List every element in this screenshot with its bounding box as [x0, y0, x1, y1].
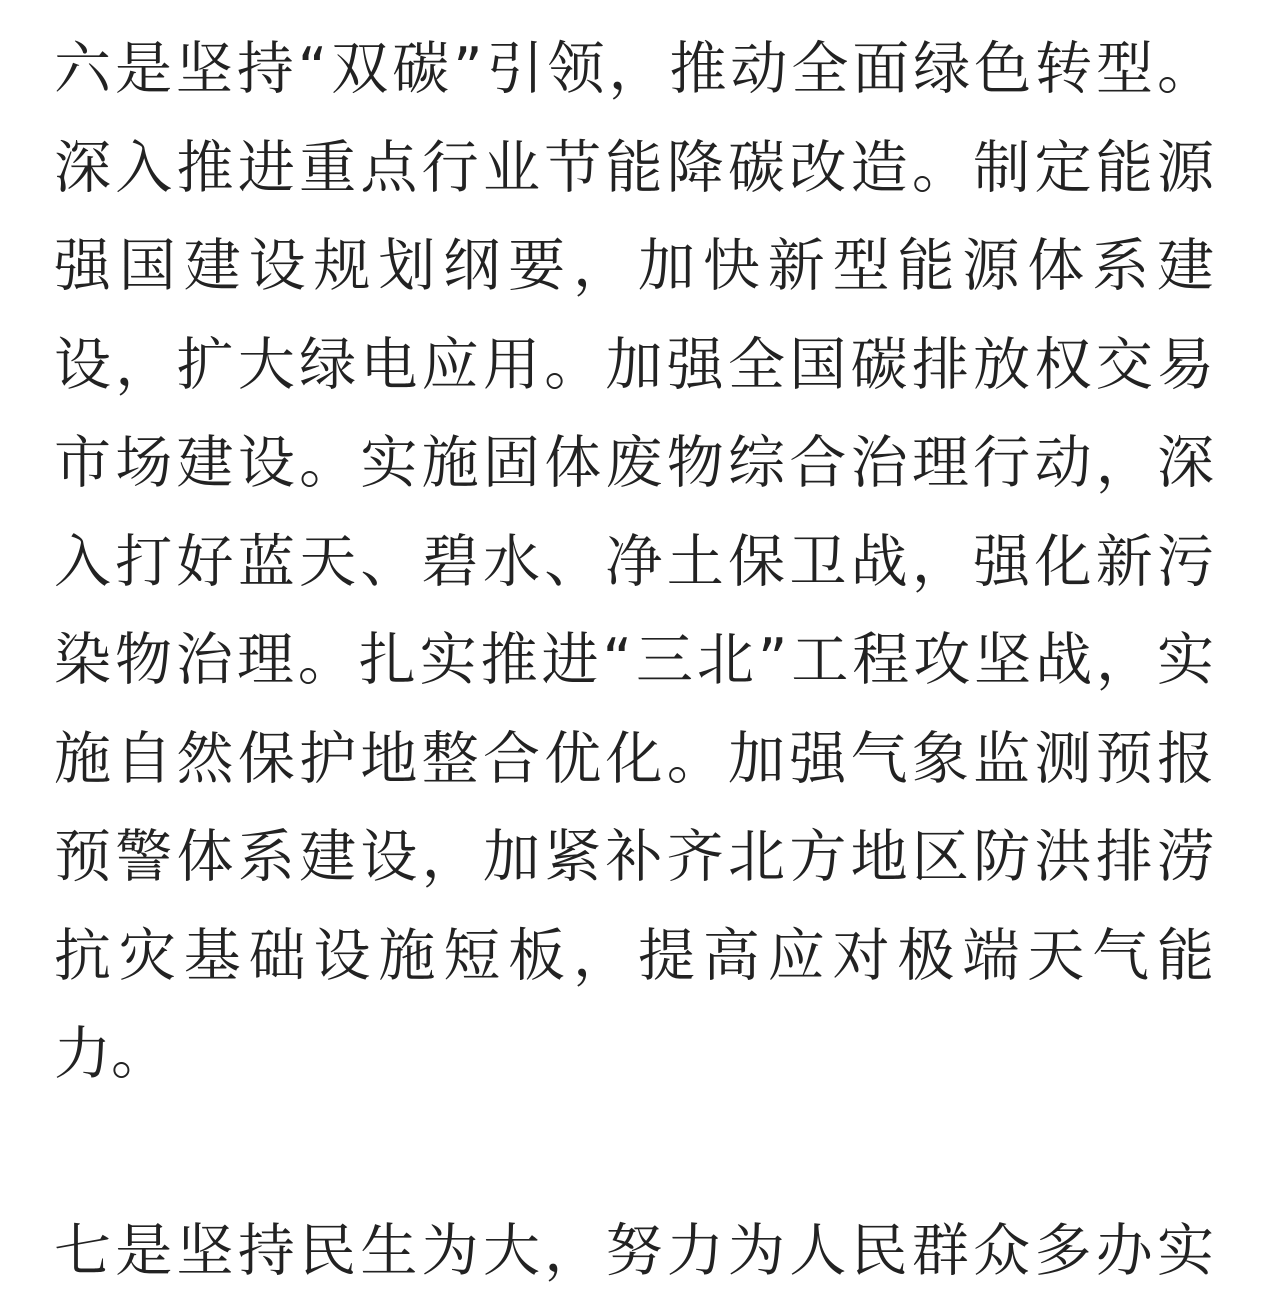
- text-line: 设，扩大绿电应用。加强全国碳排放权交易: [54, 331, 1214, 398]
- text-line: 深入推进重点行业节能降碳改造。制定能源: [54, 134, 1214, 201]
- paragraph-6: [54, 20, 1214, 1104]
- paragraph-7: [54, 1202, 1214, 1301]
- paragraph-spacer: [54, 1104, 1214, 1203]
- text-line: 六是坚持“双碳”引领，推动全面绿色转型。: [54, 36, 1214, 102]
- text-line: 抗灾基础设施短板，提高应对极端天气能: [54, 922, 1214, 989]
- article-body: [54, 20, 1214, 1301]
- text-line: 入打好蓝天、碧水、净土保卫战，强化新污: [54, 528, 1214, 595]
- text-line: 力。: [54, 1021, 168, 1087]
- text-line: 强国建设规划纲要，加快新型能源体系建: [54, 233, 1214, 299]
- text-line: 染物治理。扎实推进“三北”工程攻坚战，实: [54, 627, 1214, 693]
- text-line: 预警体系建设，加紧补齐北方地区防洪排涝: [54, 824, 1214, 890]
- text-line: 市场建设。实施固体废物综合治理行动，深: [54, 430, 1214, 496]
- text-line: 七是坚持民生为大，努力为人民群众多办实: [54, 1218, 1214, 1284]
- text-line: 施自然保护地整合优化。加强气象监测预报: [54, 725, 1214, 792]
